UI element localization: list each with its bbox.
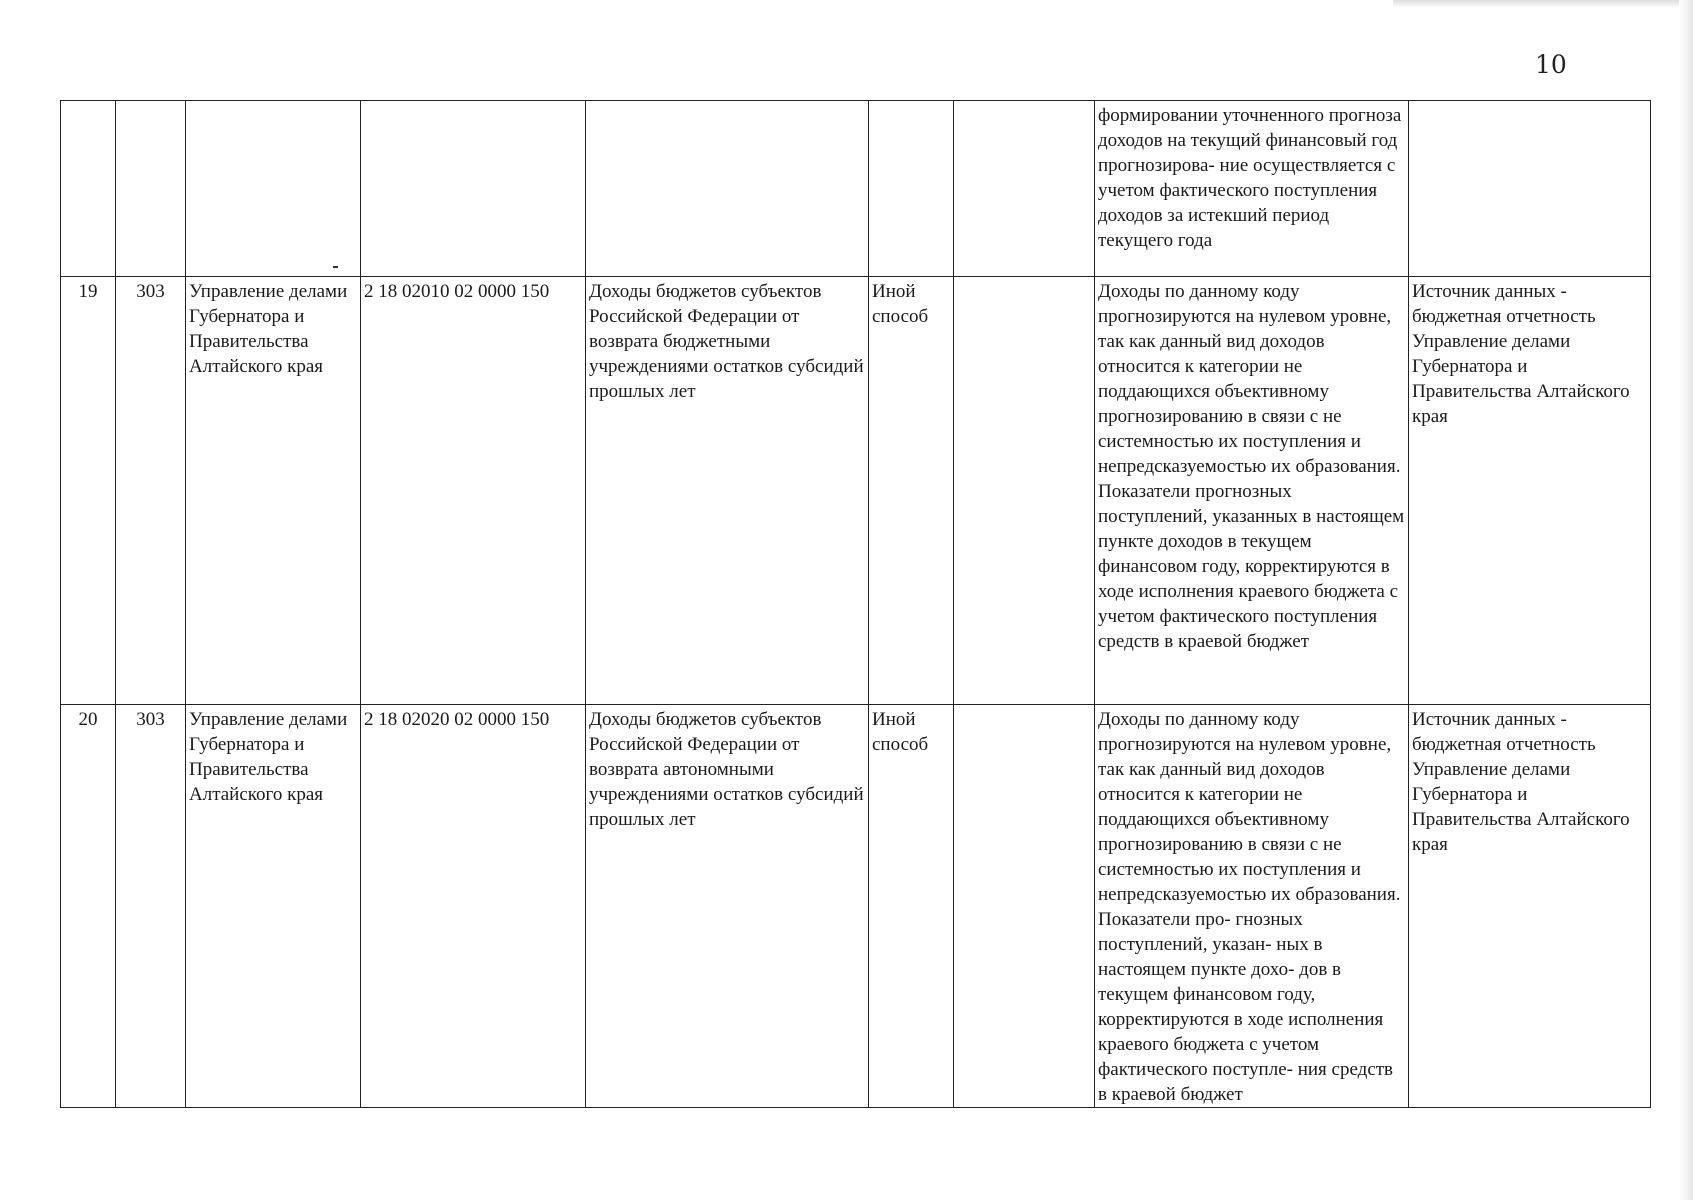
cell-kbk bbox=[361, 101, 586, 277]
cell-admin: Управление делами Губернатора и Правительства Алтайского края bbox=[186, 277, 361, 705]
revenue-forecast-table bbox=[60, 100, 1651, 1108]
scan-shadow-top bbox=[1393, 0, 1693, 8]
cell-kbk: 2 18 02010 02 0000 150 bbox=[361, 277, 586, 705]
table-row-continuation bbox=[61, 101, 1651, 277]
cell-code: 303 bbox=[116, 277, 186, 705]
cell-code: 303 bbox=[116, 705, 186, 1108]
page-number: 10 bbox=[1535, 50, 1567, 79]
cell-num: 19 bbox=[61, 277, 116, 705]
cell-algorithm: Доходы по данному коду прогнозируются на нулевом уровне, так как данный вид доходов относится к категории не поддающихся объективному прогнозированию в связи с не системностью их поступления и непредсказуемостью их образования. Показатели прогнозных поступлений, указанных в настоящем пункте доходов в текущем финансовом году, корректируются в ходе исполнения краевого бюджета с учетом фактического поступления средств в краевой бюджет bbox=[1095, 277, 1409, 705]
scan-mark bbox=[333, 266, 338, 268]
cell-algorithm: Доходы по данному коду прогнозируются на нулевом уровне, так как данный вид доходов относится к категории не поддающихся объективному прогнозированию в связи с не системностью их поступления и непредсказуемостью их образования. Показатели про- гнозных поступлений, указан- ных в настоящем пункте дохо- дов в текущем финансовом году, корректируются в ходе исполнения краевого бюджета с учетом фактического поступле- ния средств в краевой бюджет bbox=[1095, 705, 1409, 1108]
cell-formula bbox=[954, 705, 1095, 1108]
cell-admin: Управление делами Губернатора и Правительства Алтайского края bbox=[186, 705, 361, 1108]
cell-source: Источник данных - бюджетная отчетность Управление делами Губернатора и Правительства Алтайского края bbox=[1409, 705, 1651, 1108]
cell-algorithm: формировании уточненного прогноза доходов на текущий финансовый год прогнозирова- ние осуществляется с учетом фактического поступления доходов за истекший период текущего года bbox=[1095, 101, 1409, 277]
cell-num bbox=[61, 101, 116, 277]
cell-admin bbox=[186, 101, 361, 277]
table-row bbox=[61, 705, 1651, 1108]
cell-name bbox=[586, 101, 869, 277]
cell-formula bbox=[954, 277, 1095, 705]
cell-source: Источник данных - бюджетная отчетность Управление делами Губернатора и Правительства Алтайского края bbox=[1409, 277, 1651, 705]
cell-method: Иной способ bbox=[869, 277, 954, 705]
cell-formula bbox=[954, 101, 1095, 277]
cell-method: Иной способ bbox=[869, 705, 954, 1108]
cell-kbk: 2 18 02020 02 0000 150 bbox=[361, 705, 586, 1108]
table-row bbox=[61, 277, 1651, 705]
cell-code bbox=[116, 101, 186, 277]
cell-num: 20 bbox=[61, 705, 116, 1108]
scan-shadow-edge bbox=[1679, 0, 1693, 1200]
cell-name: Доходы бюджетов субъектов Российской Федерации от возврата автономными учреждениями остатков субсидий прошлых лет bbox=[586, 705, 869, 1108]
cell-source bbox=[1409, 101, 1651, 277]
cell-name: Доходы бюджетов субъектов Российской Федерации от возврата бюджетными учреждениями остатков субсидий прошлых лет bbox=[586, 277, 869, 705]
cell-method bbox=[869, 101, 954, 277]
